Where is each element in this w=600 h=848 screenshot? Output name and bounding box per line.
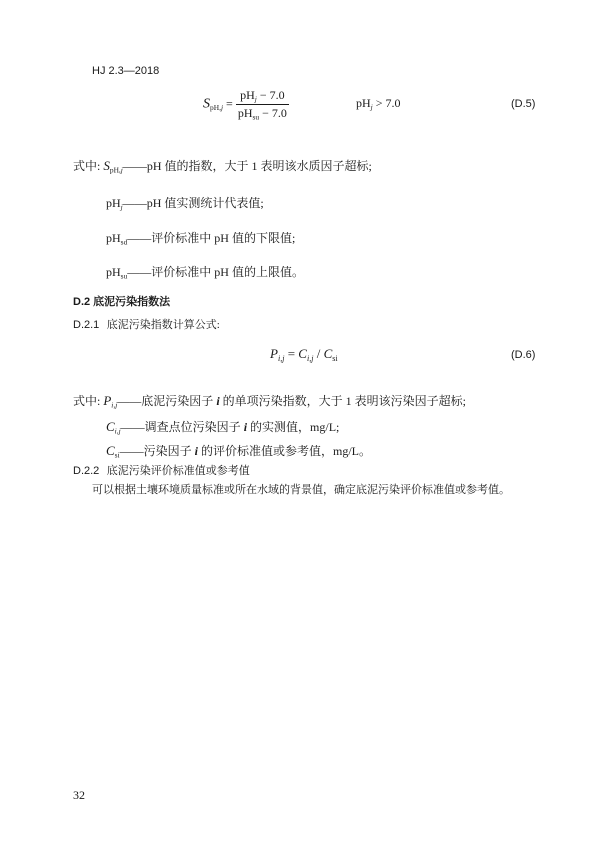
equation-d5: $S_{pH,j}$ = $\frac{pH_j - 7.0}{pH_{su} - 7.0}$ [203, 88, 287, 122]
where1-line-s: 式中: $S_{pH,j}——pH$ 值的指数，大于 1 表明该水质因子超标; [73, 158, 372, 175]
eq-d6-label: (D.6) [511, 349, 536, 361]
section-d2-title: D.2 底泥污染指数法 [73, 296, 171, 308]
where1-line-phsu: $pH_{su}——$评价标准中 pH 值的上限值。 [106, 265, 304, 281]
clause-d22-text: 底泥污染评价标准值或参考值 [106, 465, 250, 477]
eq-d5-numerator: $pH_j - 7.0$ [236, 88, 289, 105]
eq-d5-label: (D.5) [511, 98, 536, 110]
page-number: 32 [73, 788, 85, 802]
clause-d21-text: 底泥污染指数计算公式: [106, 319, 220, 331]
eq-d5-condition: $pH_j > 7.0$ [356, 96, 401, 112]
clause-d21 [73, 316, 220, 332]
where1-line-phj: $pH_j——pH$ 值实测统计代表值; [106, 196, 264, 212]
where2-line-p: 式中: $P_{i,j}——$底泥污染因子 i 的单项污染指数，大于 1 表明该污染因子超标; [73, 393, 466, 410]
eq-d5-lhs: S [203, 96, 210, 112]
eq-d5-denominator: $pH_{su} - 7.0$ [237, 106, 287, 122]
clause-d22-paragraph: 可以根据土壤环境质量标准或所在水域的背景值，确定底泥污染评价标准值或参考值。 [92, 484, 510, 496]
eq-d5-fraction [236, 88, 289, 121]
header-standard-code: HJ 2.3—2018 [92, 65, 160, 77]
clause-d22 [73, 462, 250, 478]
clause-d22-number: D.2.2 [73, 465, 100, 477]
clause-d21-number: D.2.1 [73, 319, 100, 331]
where2-line-c: $C_{i,j}——$调查点位污染因子 i 的实测值，mg/L; [106, 419, 340, 436]
where2-line-cs: $C_{si}——$污染因子 i 的评价标准值或参考值，mg/L。 [106, 443, 371, 460]
equation-d6: $P_{i,j} = C_{i,j} / C_{si}$ [270, 346, 338, 363]
where1-line-phsd: $pH_{sd}——$评价标准中 pH 值的下限值; [106, 231, 296, 247]
